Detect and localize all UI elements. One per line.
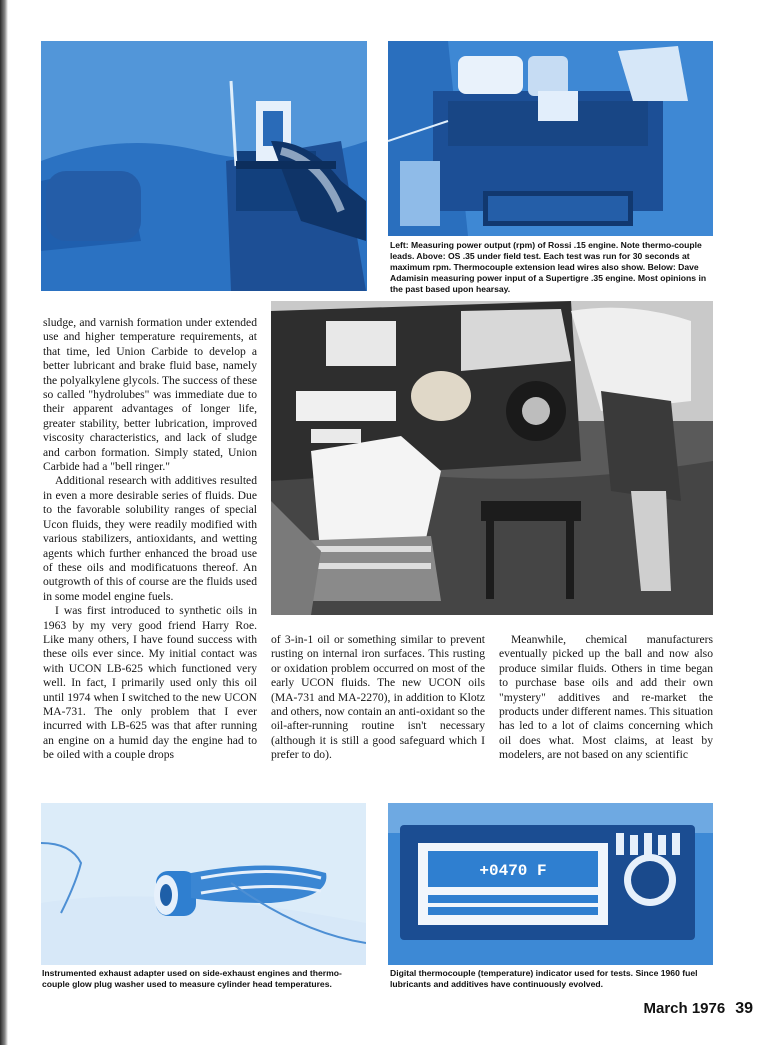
col2-paragraph-1: of 3-in-1 oil or something similar to prevent rusting on internal iron surfaces. This rusting or oxidation problem occurred on most of the early UCON fluids. The new UCON oils (MA-731 and MA-2270), in addition to Klotz and others, now contain an anti-oxidant so the oil-after-running routine isn't necessary (although it is still a good safeguard which I prefer to do). [271, 633, 485, 762]
issue-date: March 1976 [643, 1000, 726, 1017]
article-column-3 [499, 633, 713, 763]
photo-adamisin-measuring [271, 301, 713, 615]
top-photos-caption: Left: Measuring power output (rpm) of Rossi .15 engine. Note thermo-couple leads. Above: OS .35 under field test. Each test was run for 30 seconds at maximum rpm. Thermocouple extension lead wires also show. Below: Dave Adamisin measuring power input of a Supertigre .35 engine. Most opinions in the past based upon hearsay. [390, 240, 707, 294]
bottom-left-caption: Instrumented exhaust adapter used on side-exhaust engines and thermo-couple glow plug washer used to measure cylinder head temperatures. [42, 968, 342, 989]
col1-paragraph-3: I was first introduced to synthetic oils in 1963 by my very good friend Harry Roe. Like many others, I have found success with these oils ever since. My initial contact was with UCON LB-625 which functioned very well. In fact, I primarily used only this oil until 1974 when I switched to the new UCON MA-731. The only problem that I ever incurred with LB-625 was that after running an engine on a humid day the engine had to be oiled with a couple drops [43, 604, 257, 762]
article-column-1 [43, 316, 257, 763]
photo-exhaust-adaptor [41, 803, 366, 965]
page-number: 39 [735, 1000, 753, 1017]
article-column-2 [271, 633, 485, 763]
photo-os35-field-test [388, 41, 713, 236]
col3-paragraph-1: Meanwhile, chemical manufacturers eventually picked up the ball and now also produce similar fluids. Others in time began to purchase base oils and add their own "mystery" additives and re-market the products under different names. This situation has led to a lot of claims concerning which oil does what. Most claims, at least by modelers, are not based on any scientific [499, 633, 713, 762]
indicator-readout: +0470 F [479, 862, 547, 880]
photo-rossi-engine-test [41, 41, 367, 291]
photo-digital-indicator [388, 803, 713, 965]
col1-paragraph-1: sludge, and varnish formation under extended use and higher temperature requirements, at that time, led Union Carbide to develop a better lubricant and brake fluid base, namely the polyalkylene glycols. The success of these so called "hydrolubes" was immediate due to their apparent advantages of longer life, greater stability, better lubrication, improved viscosity characteristics, and lack of sludge and carbon formation. Simply stated, Union Carbide had a "bell ringer." [43, 316, 257, 474]
col1-paragraph-2: Additional research with additives resulted in even a more desirable series of fluids. Due to the favorable solubility ranges of special Ucon fluids, they were readily modified with various stabilizers, antioxidants, and wetting agents which further enhanced the broad use of these oils and modificatuons thereof. An outgrowth of this of course are the fluids used in some model engine fuels. [43, 474, 257, 603]
page-edge [0, 0, 8, 1045]
bottom-right-caption: Digital thermocouple (temperature) indicator used for tests. Since 1960 fuel lubricants and additives have continuously evolved. [390, 968, 698, 989]
page-footer [643, 1000, 753, 1018]
